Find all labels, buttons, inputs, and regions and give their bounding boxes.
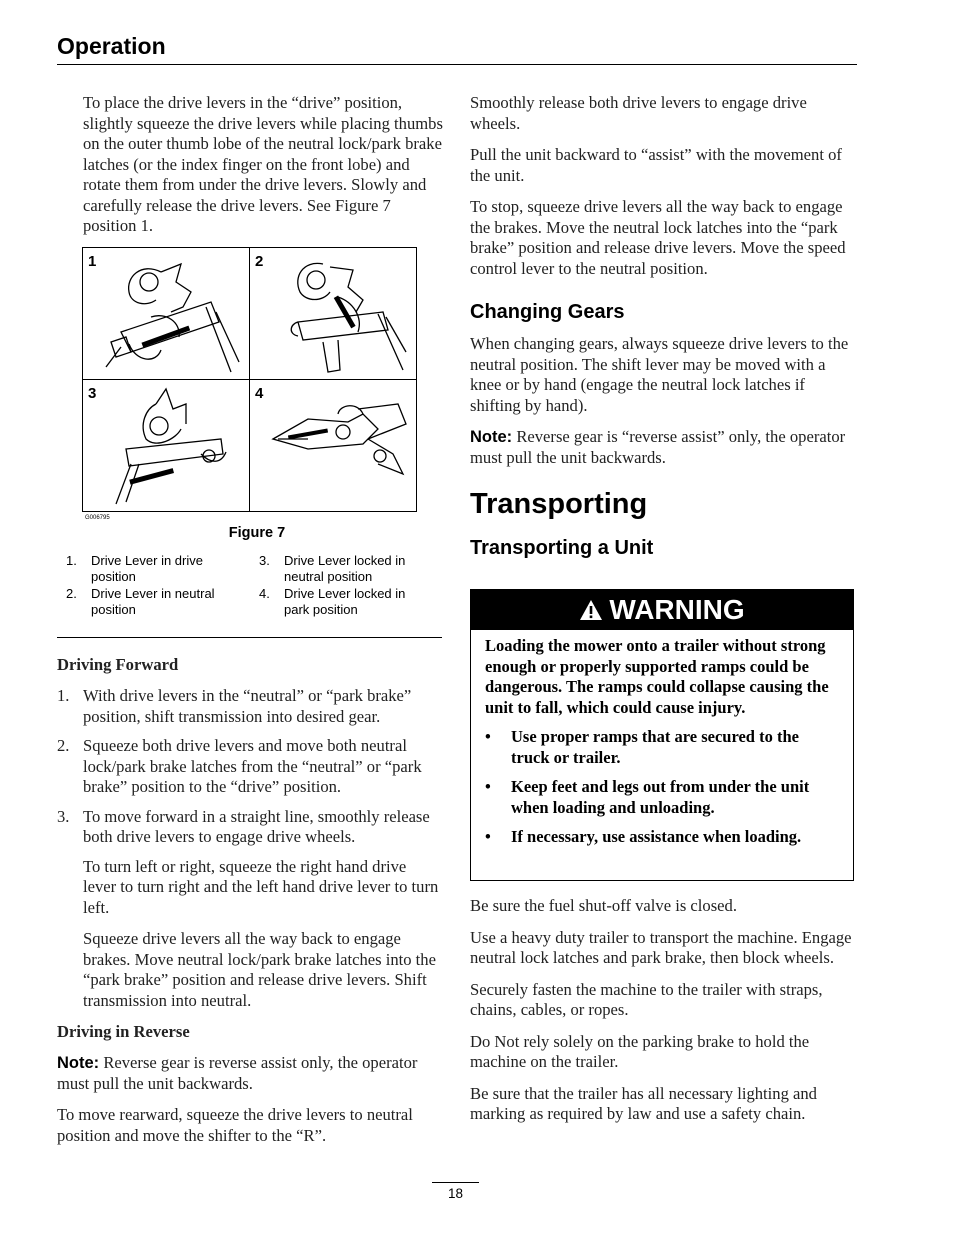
transport-instructions <box>470 896 858 1136</box>
drive-lever-drive-illustration <box>101 252 241 377</box>
note-text: Reverse gear is reverse assist only, the operator must pull the unit backwards. <box>57 1053 418 1093</box>
stopping-paragraph: Squeeze drive levers all the way back to engage brakes. Move neutral lock/park brake latches into the “park brake” position and release drive levers. Shift transmission into neutral. <box>83 929 436 1010</box>
legend-number: 4. <box>259 586 270 601</box>
drive-lever-neutral-illustration <box>268 252 408 377</box>
step-text: Squeeze both drive levers and move both neutral lock/park brake latches from the “neutral” or “park brake” position to the “drive” position. <box>83 736 422 796</box>
assist-paragraph: Pull the unit backward to “assist” with the movement of the unit. <box>470 145 842 185</box>
left-column <box>57 93 443 248</box>
legend-text: Drive Lever in drive position <box>91 553 203 584</box>
figure-cell-3 <box>83 380 250 512</box>
note-label: Note: <box>470 428 513 446</box>
legend-number: 1. <box>66 553 77 568</box>
transport-paragraph: Use a heavy duty trailer to transport the machine. Engage neutral lock latches and park brake, then block wheels. <box>470 927 852 967</box>
intro-paragraph: To place the drive levers in the “drive” position, slightly squeeze the drive levers while placing thumbs on the outer thumb lobe of the neutral lock/park brake latches (or the index finger on the front lobe) and rotate them from under the drive levers. Slowly and carefully release the drive levers. See Figure 7 position 1. <box>83 93 443 235</box>
step-text: With drive levers in the “neutral” or “park brake” position, shift transmission into desired gear. <box>83 686 412 726</box>
section-title: Operation <box>57 33 166 59</box>
step-item <box>57 807 443 848</box>
page-number: 18 <box>447 1186 464 1201</box>
figure-code: G006795 <box>85 515 110 521</box>
transport-paragraph: Be sure that the trailer has all necessary lighting and marking as required by law and use a safety chain. <box>470 1083 817 1123</box>
figure-cell-number: 1 <box>88 253 97 270</box>
warning-lead: Loading the mower onto a trailer without strong enough or properly supported ramps could be dangerous. The ramps could collapse causing the unit to fall, which could cause injury. <box>485 636 829 717</box>
warning-bullet: • Keep feet and legs out from under the unit when loading and unloading. <box>485 777 810 817</box>
stop-paragraph: To stop, squeeze drive levers all the way back to engage the brakes. Move the neutral lock latches into the “park brake” position and release drive levers. Move the speed control lever to the neutral position. <box>470 197 846 278</box>
warning-body <box>471 630 853 848</box>
legend-number: 2. <box>66 586 77 601</box>
transporting-heading: Transporting <box>470 488 648 520</box>
figure-cell-number: 3 <box>88 385 97 402</box>
transporting-unit-heading: Transporting a Unit <box>470 537 654 559</box>
figure-cell-1 <box>83 248 250 380</box>
release-paragraph: Smoothly release both drive levers to engage drive wheels. <box>470 93 807 133</box>
note-label: Note: <box>57 1054 100 1072</box>
figure-cell-number: 4 <box>255 385 264 402</box>
step-item <box>57 736 443 798</box>
warning-triangle-icon <box>579 599 603 621</box>
transport-paragraph: Securely fasten the machine to the trailer with straps, chains, cables, or ropes. <box>470 979 823 1019</box>
step-number: 2. <box>57 736 70 755</box>
transport-paragraph: Do Not rely solely on the parking brake to hold the machine on the trailer. <box>470 1031 810 1071</box>
figure-cell-2 <box>250 248 417 380</box>
changing-gears-note <box>470 427 858 468</box>
step-item <box>57 686 443 727</box>
warning-title: WARNING <box>609 594 745 625</box>
legend-text: Drive Lever in neutral position <box>91 586 215 617</box>
driving-reverse-heading: Driving in Reverse <box>57 1022 190 1041</box>
figure-cell-4 <box>250 380 417 512</box>
driving-forward-heading: Driving Forward <box>57 655 179 674</box>
changing-gears-heading: Changing Gears <box>470 301 625 323</box>
changing-gears-paragraph: When changing gears, always squeeze drive levers to the neutral position. The shift lever may be moved with a knee or by hand (engage the neutral lock latches if shifting by hand). <box>470 334 849 415</box>
footer-divider <box>432 1182 479 1183</box>
legend-text: Drive Lever locked in neutral position <box>284 553 406 584</box>
step-number: 1. <box>57 686 70 705</box>
step-number: 3. <box>57 806 70 826</box>
turning-paragraph: To turn left or right, squeeze the right hand drive lever to turn right and the left hand drive lever to turn left. <box>83 856 439 917</box>
drive-lever-locked-park-illustration <box>268 384 408 509</box>
legend-divider <box>57 637 442 638</box>
warning-bullet-text: If necessary, use assistance when loading. <box>511 827 802 846</box>
driving-section <box>57 655 443 1157</box>
note-text: Reverse gear is “reverse assist” only, the operator must pull the unit backwards. <box>470 427 846 467</box>
warning-bullet: • If necessary, use assistance when loading. <box>485 827 802 846</box>
reverse-note <box>57 1053 443 1094</box>
warning-bullet-text: Use proper ramps that are secured to the truck or trailer. <box>511 727 799 767</box>
header-divider <box>57 64 857 65</box>
right-column <box>470 93 858 560</box>
drive-lever-locked-neutral-illustration <box>101 384 241 509</box>
legend-number: 3. <box>259 553 270 568</box>
figure-caption: Figure 7 <box>228 525 286 541</box>
step-text: To move forward in a straight line, smoothly release both drive levers to engage drive wheels. <box>83 806 430 846</box>
figure-cell-number: 2 <box>255 253 264 270</box>
warning-box <box>470 589 854 881</box>
warning-bullet-text: Keep feet and legs out from under the unit when loading and unloading. <box>511 777 810 817</box>
warning-header <box>471 590 853 630</box>
warning-bullet: • Use proper ramps that are secured to the truck or trailer. <box>485 727 799 767</box>
transport-paragraph: Be sure the fuel shut-off valve is closed. <box>470 896 737 915</box>
figure-divider-horizontal <box>83 379 416 380</box>
reverse-paragraph: To move rearward, squeeze the drive levers to neutral position and move the shifter to the “R”. <box>57 1105 413 1145</box>
legend-text: Drive Lever locked in park position <box>284 586 406 617</box>
